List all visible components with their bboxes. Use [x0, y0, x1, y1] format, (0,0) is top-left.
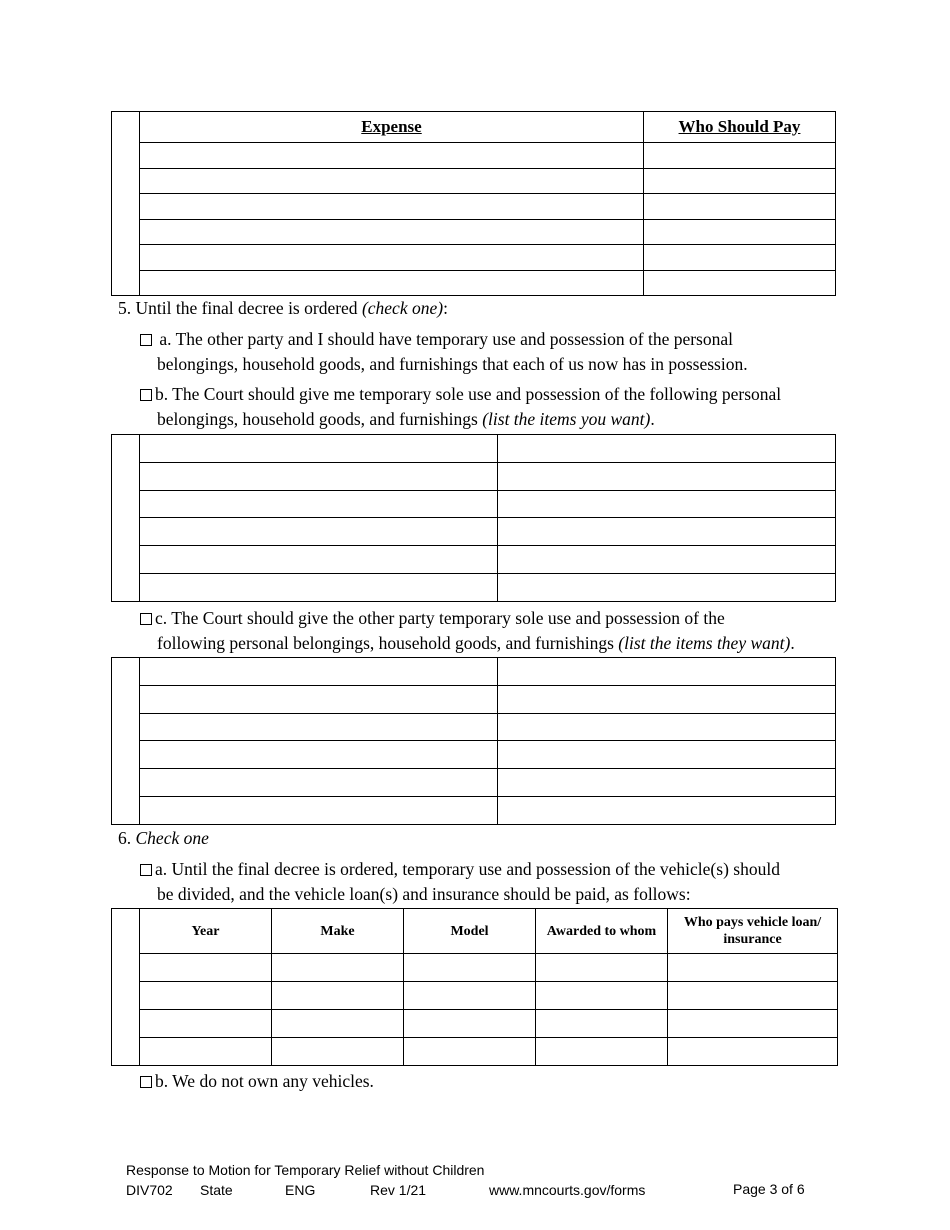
- item-cell[interactable]: [140, 573, 498, 601]
- table-row: [112, 168, 836, 194]
- section-5a: a. The other party and I should have temporary use and possession of the personal belongings, household goods, and furnishings that each of us now has in possession.: [140, 327, 748, 377]
- item-cell[interactable]: [498, 796, 836, 824]
- item-cell[interactable]: [140, 685, 498, 713]
- table-row: [112, 1038, 838, 1066]
- table-row: [112, 796, 836, 824]
- item-cell[interactable]: [140, 769, 498, 797]
- vehicle-cell[interactable]: [140, 954, 272, 982]
- table-row: [112, 245, 836, 271]
- item-cell[interactable]: [140, 796, 498, 824]
- table-row: [112, 435, 836, 463]
- items-i-want-table: [111, 434, 836, 602]
- expense-cell[interactable]: [140, 219, 644, 245]
- table-gutter: [112, 658, 140, 825]
- table-gutter: [112, 112, 140, 296]
- vehicle-cell[interactable]: [536, 954, 668, 982]
- checkbox-5a[interactable]: [140, 334, 152, 346]
- table-row: [112, 685, 836, 713]
- year-header: Year: [140, 909, 272, 954]
- item-cell[interactable]: [498, 435, 836, 463]
- table-row: [112, 143, 836, 169]
- table-row: [112, 270, 836, 296]
- vehicle-cell[interactable]: [272, 954, 404, 982]
- item-cell[interactable]: [498, 490, 836, 518]
- vehicle-cell[interactable]: [536, 1010, 668, 1038]
- checkbox-6b[interactable]: [140, 1076, 152, 1088]
- payer-cell[interactable]: [644, 245, 836, 271]
- payer-cell[interactable]: [644, 143, 836, 169]
- table-row: [112, 1010, 838, 1038]
- item-cell[interactable]: [498, 462, 836, 490]
- who-pays-header: Who pays vehicle loan/ insurance: [668, 909, 838, 954]
- awarded-to-header: Awarded to whom: [536, 909, 668, 954]
- table-row: [112, 194, 836, 220]
- vehicle-cell[interactable]: [272, 1038, 404, 1066]
- vehicle-cell[interactable]: [404, 1010, 536, 1038]
- table-gutter: [112, 909, 140, 1066]
- item-cell[interactable]: [498, 573, 836, 601]
- table-row: [112, 490, 836, 518]
- item-cell[interactable]: [140, 713, 498, 741]
- item-cell[interactable]: [140, 462, 498, 490]
- footer-revision: Rev 1/21: [370, 1182, 427, 1198]
- footer-page-number: Page 3 of 6: [733, 1181, 805, 1197]
- item-cell[interactable]: [498, 713, 836, 741]
- vehicle-cell[interactable]: [404, 954, 536, 982]
- payer-cell[interactable]: [644, 194, 836, 220]
- table-row: [112, 462, 836, 490]
- vehicle-cell[interactable]: [140, 1038, 272, 1066]
- section-6b: b. We do not own any vehicles.: [140, 1069, 374, 1094]
- section-5b: b. The Court should give me temporary sole use and possession of the following personal belongings, household goods, and furnishings (list the items you want).: [140, 382, 781, 432]
- table-row: [112, 546, 836, 574]
- section-5-heading: 5. Until the final decree is ordered (check one):: [118, 298, 448, 318]
- vehicle-cell[interactable]: [668, 1038, 838, 1066]
- vehicle-cell[interactable]: [404, 982, 536, 1010]
- make-header: Make: [272, 909, 404, 954]
- expense-cell[interactable]: [140, 194, 644, 220]
- payer-cell[interactable]: [644, 168, 836, 194]
- checkbox-5b[interactable]: [140, 389, 152, 401]
- item-cell[interactable]: [140, 546, 498, 574]
- vehicle-cell[interactable]: [536, 982, 668, 1010]
- item-cell[interactable]: [140, 435, 498, 463]
- expense-cell[interactable]: [140, 143, 644, 169]
- item-cell[interactable]: [498, 658, 836, 686]
- vehicle-cell[interactable]: [668, 954, 838, 982]
- expense-cell[interactable]: [140, 168, 644, 194]
- table-gutter: [112, 435, 140, 602]
- item-cell[interactable]: [498, 685, 836, 713]
- table-row: [112, 518, 836, 546]
- vehicle-cell[interactable]: [140, 1010, 272, 1038]
- vehicle-cell[interactable]: [272, 1010, 404, 1038]
- expense-table: [111, 111, 836, 296]
- checkbox-6a[interactable]: [140, 864, 152, 876]
- expense-cell[interactable]: [140, 270, 644, 296]
- item-cell[interactable]: [498, 546, 836, 574]
- vehicle-cell[interactable]: [140, 982, 272, 1010]
- table-row: [112, 954, 838, 982]
- section-6a: a. Until the final decree is ordered, temporary use and possession of the vehicle(s) should be divided, and the vehicle loan(s) and insurance should be paid, as follows:: [140, 857, 780, 907]
- item-cell[interactable]: [498, 769, 836, 797]
- table-row: [112, 573, 836, 601]
- table-row: [112, 219, 836, 245]
- vehicle-cell[interactable]: [668, 982, 838, 1010]
- payer-cell[interactable]: [644, 219, 836, 245]
- table-row: [112, 769, 836, 797]
- vehicle-table: [111, 908, 838, 1066]
- items-they-want-table: [111, 657, 836, 825]
- item-cell[interactable]: [140, 658, 498, 686]
- vehicle-cell[interactable]: [668, 1010, 838, 1038]
- model-header: Model: [404, 909, 536, 954]
- footer-form-code: DIV702: [126, 1182, 173, 1198]
- section-5c: c. The Court should give the other party temporary sole use and possession of the following personal belongings, household goods, and furnishings (list the items they want).: [140, 606, 795, 656]
- table-row: [112, 741, 836, 769]
- item-cell[interactable]: [498, 518, 836, 546]
- item-cell[interactable]: [140, 741, 498, 769]
- vehicle-cell[interactable]: [404, 1038, 536, 1066]
- expense-cell[interactable]: [140, 245, 644, 271]
- item-cell[interactable]: [140, 518, 498, 546]
- item-cell[interactable]: [498, 741, 836, 769]
- table-row: [112, 658, 836, 686]
- footer-language: ENG: [285, 1182, 316, 1198]
- vehicle-cell[interactable]: [536, 1038, 668, 1066]
- table-row: [112, 982, 838, 1010]
- footer-title: Response to Motion for Temporary Relief without Children: [126, 1162, 485, 1178]
- table-row: [112, 713, 836, 741]
- checkbox-5c[interactable]: [140, 613, 152, 625]
- who-should-pay-header: Who Should Pay: [644, 112, 836, 143]
- footer-website[interactable]: www.mncourts.gov/forms: [489, 1182, 646, 1198]
- expense-header: Expense: [140, 112, 644, 143]
- vehicle-cell[interactable]: [272, 982, 404, 1010]
- footer-jurisdiction: State: [200, 1182, 233, 1198]
- section-6-heading: 6. Check one: [118, 828, 209, 848]
- item-cell[interactable]: [140, 490, 498, 518]
- payer-cell[interactable]: [644, 270, 836, 296]
